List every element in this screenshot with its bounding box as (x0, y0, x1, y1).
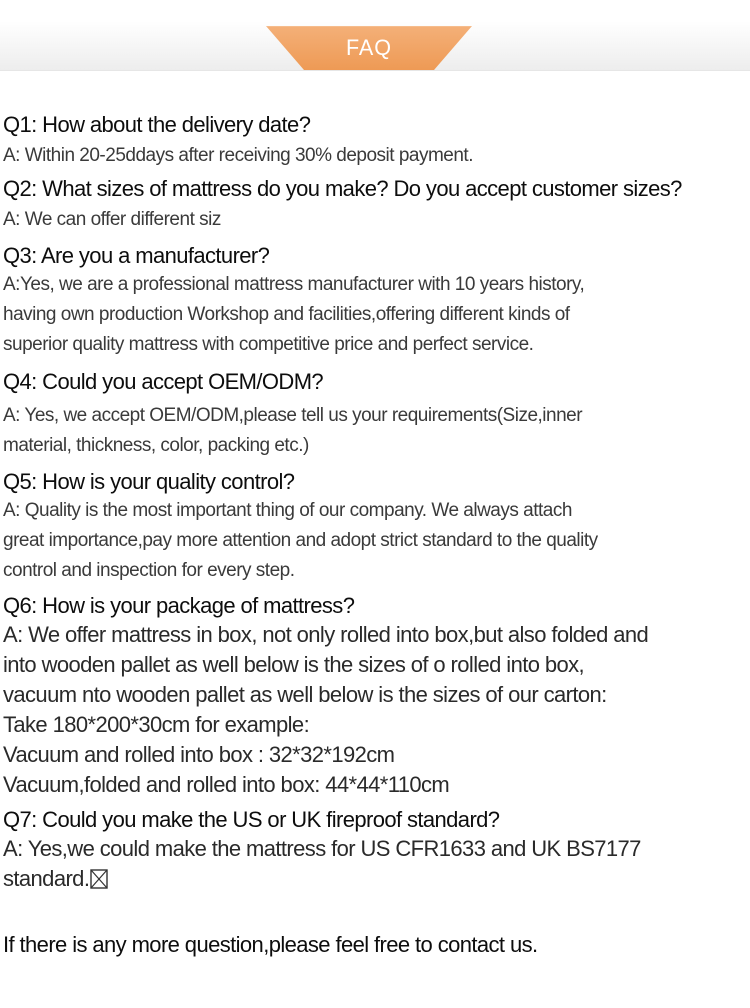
boxed-x-icon (90, 867, 108, 887)
answer-line: A: We offer mattress in box, not only rolled into box,but also folded and (3, 622, 649, 647)
question-q6: Q6: How is your package of mattress? (3, 593, 355, 618)
answer-q1 (3, 141, 747, 173)
answer-line: A: Yes, we accept OEM/ODM,please tell us your requirements(Size,inner (3, 405, 583, 426)
question-q3: Q3: Are you a manufacturer? (3, 243, 270, 268)
faq-title: FAQ (345, 35, 393, 60)
answer-line: A: Quality is the most important thing of our company. We always attach (3, 500, 572, 521)
faq-item-q4 (3, 366, 747, 466)
faq-item-q2 (3, 173, 747, 240)
answer-line: superior quality mattress with competitive price and perfect service. (3, 334, 534, 355)
question-q1: Q1: How about the delivery date? (3, 112, 311, 137)
answer-line: having own production Workshop and facilities,offering different kinds of (3, 304, 570, 325)
question-q7: Q7: Could you make the US or UK fireproof standard? (3, 807, 500, 832)
faq-item-q6 (3, 590, 747, 804)
faq-item-q1 (3, 109, 747, 173)
answer-line: A: Within 20-25ddays after receiving 30% deposit payment. (3, 145, 473, 166)
faq-item-q7 (3, 804, 747, 894)
answer-q5 (3, 496, 747, 590)
answer-line: A:Yes, we are a professional mattress manufacturer with 10 years history, (3, 274, 585, 295)
answer-line-text: standard. (3, 866, 90, 891)
answer-line: A: We can offer different siz (3, 209, 221, 230)
answer-line: great importance,pay more attention and adopt strict standard to the quality (3, 530, 598, 551)
answer-line: Take 180*200*30cm for example: (3, 712, 310, 737)
faq-item-q3 (3, 240, 747, 366)
faq-tab (266, 26, 472, 70)
answer-q4 (3, 401, 747, 466)
answer-line: Vacuum,folded and rolled into box: 44*44*110cm (3, 772, 450, 797)
faq-item-q5 (3, 466, 747, 590)
closing-note: If there is any more question,please feel free to contact us. (3, 932, 538, 957)
answer-line: A: Yes,we could make the mattress for US CFR1633 and UK BS7177 (3, 836, 641, 861)
faq-list (3, 109, 747, 894)
answer-line: control and inspection for every step. (3, 560, 295, 581)
answer-q6 (3, 620, 747, 804)
answer-q2 (3, 205, 747, 240)
question-q4: Q4: Could you accept OEM/ODM? (3, 369, 324, 394)
answer-line: Vacuum and rolled into box : 32*32*192cm (3, 742, 395, 767)
answer-line-last (3, 864, 747, 894)
question-q5: Q5: How is your quality control? (3, 469, 295, 494)
answer-line: material, thickness, color, packing etc.) (3, 435, 309, 456)
answer-line: into wooden pallet as well below is the sizes of o rolled into box, (3, 652, 585, 677)
question-q2: Q2: What sizes of mattress do you make? Do you accept customer sizes? (3, 176, 682, 201)
answer-line: vacuum nto wooden pallet as well below is the sizes of our carton: (3, 682, 607, 707)
answer-q7 (3, 834, 747, 894)
answer-q3 (3, 270, 747, 366)
